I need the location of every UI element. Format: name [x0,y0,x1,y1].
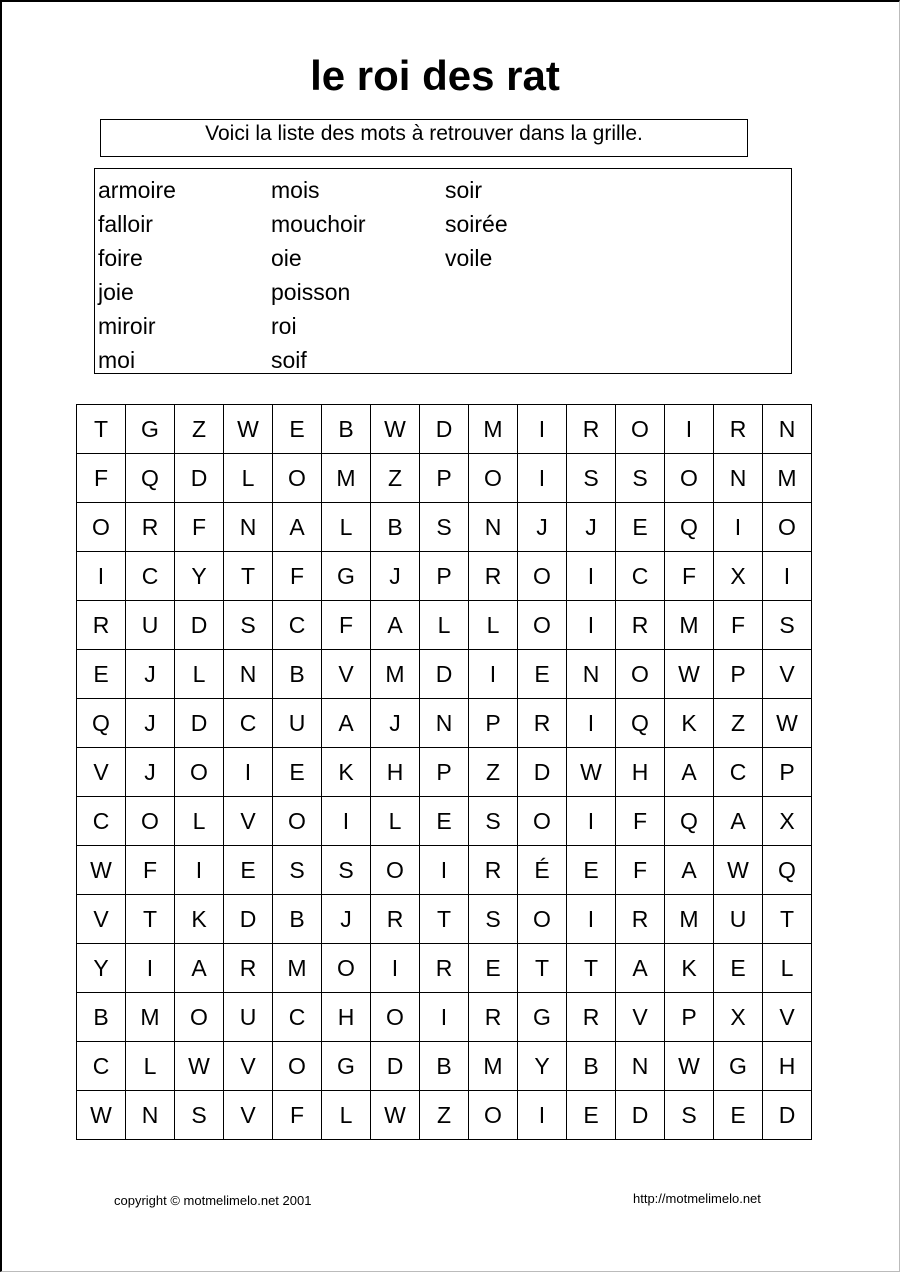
grid-cell[interactable]: I [322,797,371,846]
grid-cell[interactable]: R [567,405,616,454]
grid-cell[interactable]: L [126,1042,175,1091]
grid-cell[interactable]: B [567,1042,616,1091]
grid-cell[interactable]: L [175,797,224,846]
grid-cell[interactable]: W [665,650,714,699]
grid-cell[interactable]: I [420,993,469,1042]
grid-cell[interactable]: U [273,699,322,748]
grid-cell[interactable]: F [616,846,665,895]
grid-cell[interactable]: T [518,944,567,993]
word-item: mouchoir [271,211,366,237]
grid-cell[interactable]: F [175,503,224,552]
grid-cell[interactable]: D [420,650,469,699]
grid-cell[interactable]: L [469,601,518,650]
grid-cell[interactable]: A [665,748,714,797]
grid-cell[interactable]: G [126,405,175,454]
grid-cell[interactable]: B [322,405,371,454]
grid-cell[interactable]: E [616,503,665,552]
grid-row [77,993,812,1042]
grid-cell[interactable]: F [714,601,763,650]
word-item: miroir [98,313,156,339]
grid-cell[interactable]: N [126,1091,175,1140]
grid-cell[interactable]: F [273,1091,322,1140]
grid-cell[interactable]: M [665,895,714,944]
grid-cell[interactable]: E [273,405,322,454]
word-item: oie [271,245,302,271]
grid-cell[interactable]: F [665,552,714,601]
grid-cell[interactable]: G [518,993,567,1042]
grid-cell[interactable]: R [126,503,175,552]
grid-cell[interactable]: N [469,503,518,552]
grid-cell[interactable]: B [420,1042,469,1091]
grid-cell[interactable]: I [224,748,273,797]
grid-cell[interactable]: G [322,552,371,601]
grid-cell[interactable]: E [273,748,322,797]
grid-cell[interactable]: S [273,846,322,895]
grid-row [77,699,812,748]
grid-cell[interactable]: S [322,846,371,895]
word-column [271,173,366,377]
grid-cell[interactable]: I [175,846,224,895]
grid-row [77,552,812,601]
grid-cell[interactable]: I [518,1091,567,1140]
grid-cell[interactable]: D [616,1091,665,1140]
grid-cell[interactable]: A [273,503,322,552]
site-url[interactable]: http://motmelimelo.net [633,1191,761,1206]
grid-cell[interactable]: L [371,797,420,846]
grid-row [77,748,812,797]
grid-cell[interactable]: E [567,1091,616,1140]
grid-cell[interactable]: Y [77,944,126,993]
grid-cell[interactable]: O [273,454,322,503]
grid-cell[interactable]: I [714,503,763,552]
word-item: mois [271,177,320,203]
grid-cell[interactable]: Q [77,699,126,748]
grid-cell[interactable]: V [224,1042,273,1091]
grid-cell[interactable]: O [665,454,714,503]
grid-cell[interactable]: S [616,454,665,503]
grid-cell[interactable]: K [175,895,224,944]
grid-cell[interactable]: F [616,797,665,846]
grid-cell[interactable]: P [420,748,469,797]
grid-cell[interactable]: A [714,797,763,846]
grid-cell[interactable]: C [126,552,175,601]
grid-cell[interactable]: N [567,650,616,699]
grid-cell[interactable]: L [763,944,812,993]
grid-cell[interactable]: D [371,1042,420,1091]
grid-row [77,1091,812,1140]
grid-cell[interactable]: O [518,895,567,944]
grid-cell[interactable]: I [567,601,616,650]
grid-cell[interactable]: M [371,650,420,699]
grid-cell[interactable]: N [224,650,273,699]
grid-cell[interactable]: W [224,405,273,454]
grid-cell[interactable]: T [77,405,126,454]
grid-cell[interactable]: J [126,699,175,748]
grid-cell[interactable]: Z [371,454,420,503]
grid-cell[interactable]: O [126,797,175,846]
grid-cell[interactable]: W [665,1042,714,1091]
page-title: le roi des rat [310,52,560,99]
word-list [94,168,792,374]
grid-cell[interactable]: O [273,797,322,846]
grid-cell[interactable]: M [126,993,175,1042]
grid-cell[interactable]: O [518,797,567,846]
grid-cell[interactable]: I [371,944,420,993]
grid-cell[interactable]: É [518,846,567,895]
grid-cell[interactable]: K [665,944,714,993]
grid-cell[interactable]: Z [420,1091,469,1140]
grid-cell[interactable]: F [273,552,322,601]
grid-cell[interactable]: R [469,993,518,1042]
grid-cell[interactable]: W [77,1091,126,1140]
grid-cell[interactable]: Z [714,699,763,748]
grid-row [77,503,812,552]
grid-row [77,1042,812,1091]
grid-cell[interactable]: N [224,503,273,552]
grid-cell[interactable]: R [518,699,567,748]
word-item: joie [98,279,134,305]
grid-cell[interactable]: W [371,1091,420,1140]
word-item: falloir [98,211,153,237]
grid-cell[interactable]: F [77,454,126,503]
grid-cell[interactable]: D [175,601,224,650]
grid-cell[interactable]: W [175,1042,224,1091]
grid-cell[interactable]: Q [665,797,714,846]
grid-cell[interactable]: E [77,650,126,699]
grid-cell[interactable]: O [616,405,665,454]
grid-cell[interactable]: Y [518,1042,567,1091]
grid-cell[interactable]: O [175,748,224,797]
grid-cell[interactable]: V [616,993,665,1042]
grid-cell[interactable]: J [567,503,616,552]
grid-cell[interactable]: K [665,699,714,748]
grid-row [77,797,812,846]
grid-cell[interactable]: N [420,699,469,748]
word-item: moi [98,347,136,373]
grid-cell[interactable]: I [77,552,126,601]
grid-cell[interactable]: V [763,650,812,699]
grid-cell[interactable]: R [77,601,126,650]
grid-cell[interactable]: O [469,454,518,503]
word-item: armoire [98,177,176,203]
grid-cell[interactable]: C [224,699,273,748]
word-item: soirée [445,211,508,237]
grid-cell[interactable]: D [763,1091,812,1140]
grid-cell[interactable]: M [469,405,518,454]
grid-cell[interactable]: N [616,1042,665,1091]
grid-cell[interactable]: D [175,699,224,748]
grid-cell[interactable]: R [224,944,273,993]
grid-cell[interactable]: T [567,944,616,993]
grid-cell[interactable]: I [518,454,567,503]
grid-cell[interactable]: E [714,1091,763,1140]
grid-cell[interactable]: O [518,601,567,650]
grid-cell[interactable]: A [371,601,420,650]
grid-cell[interactable]: D [518,748,567,797]
grid-cell[interactable]: M [665,601,714,650]
grid-cell[interactable]: J [371,699,420,748]
grid-cell[interactable]: D [224,895,273,944]
grid-cell[interactable]: S [224,601,273,650]
grid-cell[interactable]: I [126,944,175,993]
grid-cell[interactable]: I [567,552,616,601]
grid-cell[interactable]: Y [175,552,224,601]
grid-cell[interactable]: B [273,650,322,699]
grid-cell[interactable]: R [714,405,763,454]
word-column [445,173,508,275]
grid-row [77,601,812,650]
grid-cell[interactable]: E [567,846,616,895]
grid-cell[interactable]: R [616,601,665,650]
word-item: poisson [271,279,351,305]
grid-cell[interactable]: K [322,748,371,797]
word-column [98,173,176,377]
grid-cell[interactable]: J [322,895,371,944]
grid-cell[interactable]: E [224,846,273,895]
grid-cell[interactable]: S [420,503,469,552]
grid-cell[interactable]: C [77,797,126,846]
grid-cell[interactable]: D [175,454,224,503]
grid-cell[interactable]: H [763,1042,812,1091]
grid-cell[interactable]: J [371,552,420,601]
grid-row [77,846,812,895]
grid-cell[interactable]: D [420,405,469,454]
grid-row [77,454,812,503]
grid-cell[interactable]: R [469,846,518,895]
grid-cell[interactable]: Z [175,405,224,454]
grid-cell[interactable]: P [763,748,812,797]
grid-cell[interactable]: H [322,993,371,1042]
word-item: foire [98,245,143,271]
grid-cell[interactable]: G [714,1042,763,1091]
grid-cell[interactable]: B [371,503,420,552]
grid-cell[interactable]: T [224,552,273,601]
grid-cell[interactable]: H [616,748,665,797]
grid-cell[interactable]: I [420,846,469,895]
grid-cell[interactable]: Q [763,846,812,895]
word-item: voile [445,245,493,271]
copyright-text: copyright © motmelimelo.net 2001 [114,1193,312,1208]
grid-cell[interactable]: T [420,895,469,944]
grid-cell[interactable]: U [714,895,763,944]
grid-cell[interactable]: V [77,895,126,944]
grid-cell[interactable]: J [126,748,175,797]
grid-cell[interactable]: O [77,503,126,552]
grid-cell[interactable]: I [567,797,616,846]
grid-cell[interactable]: O [371,993,420,1042]
grid-cell[interactable]: W [567,748,616,797]
grid-cell[interactable]: V [322,650,371,699]
grid-cell[interactable]: O [616,650,665,699]
grid-cell[interactable]: P [420,552,469,601]
grid-cell[interactable]: E [469,944,518,993]
grid-cell[interactable]: C [714,748,763,797]
grid-row [77,944,812,993]
grid-cell[interactable]: S [469,797,518,846]
grid-cell[interactable]: M [469,1042,518,1091]
grid-cell[interactable]: V [224,1091,273,1140]
grid-cell[interactable]: T [126,895,175,944]
grid-cell[interactable]: M [322,454,371,503]
grid-row [77,650,812,699]
grid-cell[interactable]: W [763,699,812,748]
grid-row [77,405,812,454]
grid-cell[interactable]: B [273,895,322,944]
grid-cell[interactable]: Q [126,454,175,503]
grid-cell[interactable]: O [322,944,371,993]
grid-cell[interactable]: O [175,993,224,1042]
grid-cell[interactable]: O [469,1091,518,1140]
grid-cell[interactable]: F [126,846,175,895]
word-search-grid [76,404,812,1140]
grid-row [77,895,812,944]
grid-cell[interactable]: I [567,895,616,944]
grid-cell[interactable]: H [371,748,420,797]
grid-cell[interactable]: W [371,405,420,454]
grid-cell[interactable]: P [665,993,714,1042]
word-item: soir [445,177,483,203]
grid-cell[interactable]: A [616,944,665,993]
grid-cell[interactable]: E [420,797,469,846]
grid-cell[interactable]: L [175,650,224,699]
word-item: soif [271,347,307,373]
grid-cell[interactable]: R [567,993,616,1042]
grid-cell[interactable]: Z [469,748,518,797]
grid-cell[interactable]: I [469,650,518,699]
grid-cell[interactable]: L [322,503,371,552]
grid-cell[interactable]: I [665,405,714,454]
grid-cell[interactable]: S [763,601,812,650]
grid-cell[interactable]: C [77,1042,126,1091]
grid-cell[interactable]: V [224,797,273,846]
grid-cell[interactable]: B [77,993,126,1042]
grid-cell[interactable]: S [469,895,518,944]
grid-cell[interactable]: P [714,650,763,699]
grid-cell[interactable]: W [77,846,126,895]
grid-cell[interactable]: T [763,895,812,944]
grid-cell[interactable]: O [273,1042,322,1091]
grid-cell[interactable]: X [714,993,763,1042]
grid-cell[interactable]: R [616,895,665,944]
grid-cell[interactable]: P [420,454,469,503]
grid-cell[interactable]: S [567,454,616,503]
grid-cell[interactable]: E [518,650,567,699]
grid-cell[interactable]: C [273,993,322,1042]
instructions-box: Voici la liste des mots à retrouver dans la grille. [100,119,748,157]
grid-cell[interactable]: U [126,601,175,650]
grid-cell[interactable]: M [273,944,322,993]
grid-cell[interactable]: I [567,699,616,748]
grid-cell[interactable]: M [763,454,812,503]
grid-cell[interactable]: V [763,993,812,1042]
grid-cell[interactable]: E [714,944,763,993]
word-item: roi [271,313,297,339]
grid-cell[interactable]: G [322,1042,371,1091]
grid-cell[interactable]: X [763,797,812,846]
grid-cell[interactable]: Q [616,699,665,748]
grid-cell[interactable]: R [371,895,420,944]
grid-cell[interactable]: O [371,846,420,895]
grid-cell[interactable]: C [273,601,322,650]
grid-cell[interactable]: L [322,1091,371,1140]
grid-cell[interactable]: R [420,944,469,993]
grid-cell[interactable]: S [175,1091,224,1140]
grid-cell[interactable]: U [224,993,273,1042]
grid-cell[interactable]: F [322,601,371,650]
grid-cell[interactable]: N [714,454,763,503]
grid-cell[interactable]: A [665,846,714,895]
grid-cell[interactable]: P [469,699,518,748]
grid-cell[interactable]: A [175,944,224,993]
grid-cell[interactable]: N [763,405,812,454]
grid-cell[interactable]: A [322,699,371,748]
grid-cell[interactable]: X [714,552,763,601]
grid-cell[interactable]: Q [665,503,714,552]
grid-cell[interactable]: S [665,1091,714,1140]
grid-cell[interactable]: O [518,552,567,601]
grid-cell[interactable]: J [518,503,567,552]
grid-cell[interactable]: I [518,405,567,454]
grid-cell[interactable]: O [763,503,812,552]
grid-cell[interactable]: C [616,552,665,601]
grid-cell[interactable]: W [714,846,763,895]
grid-cell[interactable]: L [224,454,273,503]
grid-cell[interactable]: J [126,650,175,699]
grid-cell[interactable]: L [420,601,469,650]
grid-cell[interactable]: V [77,748,126,797]
grid-cell[interactable]: R [469,552,518,601]
grid-cell[interactable]: I [763,552,812,601]
